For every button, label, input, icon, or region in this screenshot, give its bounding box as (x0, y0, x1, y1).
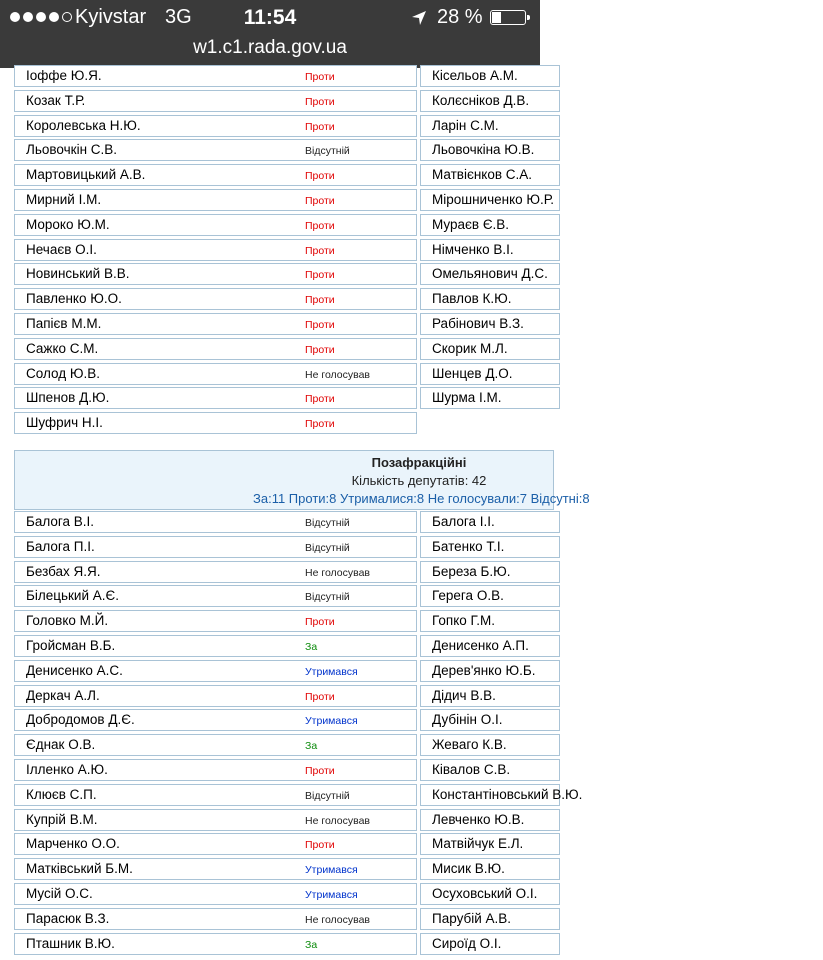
member-name: Дерев'янко Ю.Б. (432, 662, 536, 678)
vote-result: Відсутній (305, 789, 350, 802)
group-header (14, 450, 590, 510)
vote-result: Проти (305, 839, 335, 852)
vote-result: Утримався (305, 889, 358, 901)
member-name: Денисенко А.С. (26, 662, 123, 678)
vote-result: Проти (305, 616, 335, 629)
member-name: Добродомов Д.Є. (26, 712, 135, 728)
member-name: Гройсман В.Б. (26, 638, 116, 653)
member-row-left (14, 164, 417, 186)
member-row-right (420, 734, 560, 756)
member-name: Солод Ю.В. (26, 365, 100, 381)
vote-result: Відсутній (305, 517, 350, 529)
member-name: Єднак О.В. (26, 737, 96, 753)
member-name: Мисик В.Ю. (432, 861, 505, 877)
member-name: Німченко В.І. (432, 241, 514, 257)
member-name: Парубій А.В. (432, 910, 512, 926)
member-name: Марченко О.О. (26, 836, 120, 852)
member-row-right (420, 214, 560, 236)
member-name: Мірошниченко Ю.Р. (432, 192, 554, 207)
member-name: Мураєв Є.В. (432, 216, 510, 232)
member-row-right (420, 685, 560, 707)
member-row-right (420, 363, 560, 385)
member-row-left (14, 833, 417, 855)
member-name: Ківалов С.В. (432, 762, 511, 777)
member-name: Сироїд О.І. (432, 935, 502, 951)
member-row-left (14, 685, 417, 707)
member-row-left (14, 809, 417, 831)
member-row-right (420, 784, 583, 806)
member-name: Павленко Ю.О. (26, 291, 122, 307)
member-name: Деркач А.Л. (26, 687, 100, 703)
member-name: Ларін С.М. (432, 117, 499, 133)
battery-fill (492, 12, 501, 23)
vote-result: За (305, 641, 318, 653)
member-name: Мартовицький А.В. (26, 167, 146, 183)
member-name: Королевська Н.Ю. (26, 117, 141, 133)
member-row-left (14, 511, 417, 533)
member-name: Шурма І.М. (432, 390, 502, 406)
member-name: Сажко С.М. (26, 340, 99, 356)
vote-result: Не голосував (305, 913, 371, 926)
member-row-left (14, 115, 417, 137)
vote-result: Проти (305, 71, 335, 83)
member-name: Герега О.В. (432, 588, 504, 604)
member-name: Кісельов А.М. (432, 68, 518, 83)
member-row-right (420, 90, 560, 112)
member-name: Батенко Т.І. (432, 538, 505, 554)
member-row-right (420, 759, 560, 781)
member-row-right (420, 189, 560, 211)
member-row-left (14, 610, 417, 632)
member-row-left (14, 363, 417, 385)
member-name: Льовочкіна Ю.В. (432, 142, 535, 158)
vote-result: Утримався (305, 665, 358, 678)
vote-result: Проти (305, 170, 335, 183)
status-bar (0, 0, 540, 68)
member-name: Балога І.І. (432, 514, 495, 529)
vote-result: Проти (305, 294, 335, 307)
member-row-left (14, 288, 417, 310)
member-row-left (14, 239, 417, 261)
vote-result: Не голосував (305, 368, 371, 381)
member-row-right (420, 933, 560, 955)
member-row-left (14, 759, 417, 781)
member-row-left (14, 585, 417, 607)
vote-results-page (0, 68, 590, 960)
vote-result: Проти (305, 319, 335, 331)
member-row-right (420, 585, 560, 607)
member-name: Скорик М.Л. (432, 340, 508, 356)
member-row-left (14, 139, 417, 161)
vote-result: Проти (305, 393, 335, 406)
member-name: Нечаєв О.І. (26, 241, 97, 257)
member-row-right (420, 313, 560, 335)
member-row-left (14, 858, 417, 880)
member-row-left (14, 908, 417, 930)
vote-result: Відсутній (305, 145, 350, 158)
member-name: Льовочкін С.В. (26, 142, 118, 158)
member-name: Береза Б.Ю. (432, 563, 511, 579)
member-row-right (420, 660, 560, 682)
vote-result: Проти (305, 765, 335, 777)
member-row-right (420, 164, 560, 186)
vote-result: Відсутній (305, 591, 350, 604)
member-row-right (420, 858, 560, 880)
member-name: Головко М.Й. (26, 613, 109, 629)
vote-result: Проти (305, 690, 335, 703)
member-row-right (420, 511, 560, 533)
member-name: Шенцев Д.О. (432, 365, 513, 381)
member-row-left (14, 883, 417, 905)
member-name: Шпенов Д.Ю. (26, 390, 110, 406)
vote-result: За (305, 938, 318, 951)
member-row-right (420, 263, 560, 285)
vote-result: Проти (305, 418, 335, 431)
member-name: Балога В.І. (26, 514, 95, 529)
member-row-right (420, 139, 560, 161)
member-name: Шуфрич Н.І. (26, 415, 103, 431)
battery-percent: 28 % (437, 6, 483, 28)
vote-result: Проти (305, 219, 335, 232)
member-name: Балога П.І. (26, 538, 95, 554)
address-bar-url[interactable]: w1.c1.rada.gov.ua (193, 37, 347, 58)
vote-result: Проти (305, 95, 335, 108)
member-name: Гопко Г.М. (432, 613, 495, 629)
member-name: Іоффе Ю.Я. (26, 68, 102, 83)
member-row-left (14, 90, 417, 112)
member-name: Матвієнков С.А. (432, 167, 533, 183)
member-row-left (14, 338, 417, 360)
member-name: Левченко Ю.В. (432, 811, 525, 827)
member-name: Козак Т.Р. (26, 92, 86, 108)
member-row-left (14, 387, 417, 409)
member-name: Матківський Б.М. (26, 861, 133, 877)
member-name: Павлов К.Ю. (432, 291, 512, 307)
member-row-right (420, 908, 560, 930)
member-row-right (420, 833, 560, 855)
location-arrow-icon (410, 9, 428, 32)
member-name: Папієв М.М. (26, 316, 102, 331)
member-row-left (14, 214, 417, 236)
member-name: Рабінович В.З. (432, 316, 524, 331)
member-row-right (420, 809, 560, 831)
vote-result: Проти (305, 269, 335, 282)
member-name: Мирний І.М. (26, 192, 102, 207)
member-row-left (14, 189, 417, 211)
member-name: Новинський В.В. (26, 266, 130, 282)
member-row-right (420, 338, 560, 360)
member-name: Пташник В.Ю. (26, 935, 115, 951)
member-name: Денисенко А.П. (432, 638, 529, 653)
status-row (0, 6, 540, 32)
member-row-right (420, 115, 560, 137)
member-row-left (14, 65, 417, 87)
member-name: Осуховський О.І. (432, 886, 538, 901)
member-name: Білецький А.Є. (26, 588, 119, 604)
member-row-left (14, 635, 417, 657)
member-name: Омельянович Д.С. (432, 266, 548, 282)
member-name: Мороко Ю.М. (26, 216, 110, 232)
member-row-left (14, 561, 417, 583)
member-name: Константіновський В.Ю. (432, 786, 583, 802)
member-row-right (420, 561, 560, 583)
vote-result: Не голосував (305, 566, 371, 579)
member-row-left (14, 734, 417, 756)
clock: 11:54 (243, 6, 297, 29)
carrier-label: Kyivstar (75, 6, 147, 28)
member-row-left (14, 709, 417, 731)
member-row-right (420, 610, 560, 632)
member-row-left (14, 412, 417, 434)
member-name: Клюєв С.П. (26, 786, 97, 802)
vote-result: Відсутній (305, 541, 350, 554)
vote-result: Проти (305, 195, 335, 207)
member-name: Колєсніков Д.В. (432, 92, 530, 108)
vote-result: Проти (305, 343, 335, 356)
member-name: Безбах Я.Я. (26, 563, 101, 579)
member-row-left (14, 263, 417, 285)
group-title: Позафракційні (371, 455, 467, 470)
member-row-right (420, 288, 560, 310)
member-row-right (420, 709, 560, 731)
member-name: Мусій О.С. (26, 886, 93, 901)
member-row-left (14, 660, 417, 682)
member-row-left (14, 313, 417, 335)
battery-icon (490, 10, 526, 25)
vote-result: Утримався (305, 864, 358, 877)
group-vote-stats: За:11 Проти:8 Утрималися:8 Не голосували:7 Відсутні:8 (253, 491, 590, 506)
vote-result: Утримався (305, 715, 358, 728)
member-row-right (420, 536, 560, 558)
network-type: 3G (165, 6, 192, 28)
member-row-left (14, 536, 417, 558)
member-name: Купрій В.М. (26, 811, 98, 827)
vote-result: Проти (305, 244, 335, 257)
member-row-right (420, 65, 560, 87)
vote-result: Не голосував (305, 814, 371, 827)
member-row-right (420, 387, 560, 409)
member-name: Жеваго К.В. (432, 737, 507, 753)
member-name: Матвійчук Е.Л. (432, 836, 524, 852)
member-name: Дідич В.В. (432, 687, 496, 703)
vote-result: Проти (305, 120, 335, 133)
member-name: Ілленко А.Ю. (26, 762, 108, 777)
member-row-left (14, 933, 417, 955)
member-row-right (420, 635, 560, 657)
member-row-left (14, 784, 417, 806)
group-member-count: Кількість депутатів: 42 (351, 473, 487, 488)
vote-result: За (305, 740, 318, 753)
member-row-right (420, 239, 560, 261)
member-name: Дубінін О.І. (432, 712, 503, 728)
member-row-right (420, 883, 560, 905)
member-name: Парасюк В.З. (26, 910, 110, 926)
